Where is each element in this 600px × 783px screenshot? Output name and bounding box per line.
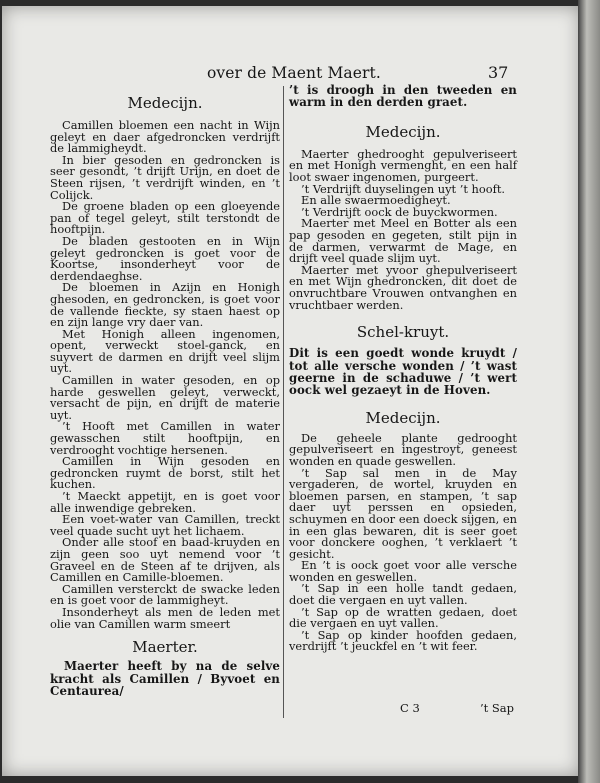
blackletter-text: Maerter heeft by na de selve kracht als Camillen / Byvoet en Centaurea/ [50, 659, 280, 698]
paragraph: ’t Verdrijft oock de buyckwormen. [301, 204, 498, 219]
paragraph: In bier gesoden en gedroncken is seer gesondt, ’t drijft Urijn, en doet de Steen rijsen, ’t verdrijft winden, en ’t Colijck. [50, 152, 280, 202]
signature-mark: C 3 [400, 701, 420, 715]
paragraph: Camillen bloemen een nacht in Wijn geleyt en daer afgedroncken verdrijft de lammigheydt. [50, 118, 280, 156]
page-number: 37 [488, 63, 509, 82]
right-paragraphs [289, 146, 517, 312]
paragraph: Insonderheyt als men de leden met olie van Camillen warm smeert [50, 604, 280, 631]
section-heading: Medecijn. [365, 122, 441, 141]
page-edge [578, 0, 600, 783]
paragraph: ’t Sap op de wratten gedaen, doet die vergaen en uyt vallen. [289, 604, 517, 631]
blackletter-text: Dit is een goedt wonde kruydt / tot alle versche wonden / ’t wast geerne in de schaduwe / ’t wert oock wel gezaeyt in de Hoven. [289, 346, 517, 398]
right-paragraphs [289, 430, 517, 654]
paragraph: Onder alle stoof en baad-kruyden en zijn geen soo uyt nemend voor ’t Graveel en de Steen af te drijven, als Camillen en Camille-bloemen. [50, 535, 280, 585]
paragraph: De groene bladen op een gloeyende pan of tegel geleyt, stilt terstondt de hooftpijn. [50, 199, 280, 237]
paragraph: De bladen gestooten en in Wijn geleyt gedroncken is goet voor de Koortse, insonderheyt voor de derdendaeghse. [50, 233, 280, 283]
paragraph: ’t Hooft met Camillen in water gewasschen stilt hooftpijn, en verdrooght vochtige hersenen. [50, 419, 280, 457]
paragraph: ’t Sap sal men in de May vergaderen, de wortel, kruyden en bloemen parsen, en stampen, ’t sap daer uyt perssen en opsieden, schuymen en door een doeck sijgen, en in een glas bewaren, dit is seer goet voor donckere ooghen, ’t verklaert ’t gesicht. [289, 465, 517, 561]
book-page [2, 6, 580, 776]
left-column [50, 94, 280, 697]
paragraph: De bloemen in Azijn en Honigh ghesoden, en gedroncken, is goet voor de vallende fieckte, sy staen haest op en zijn lange vry daer van. [50, 280, 280, 330]
paragraph: De geheele plante gedrooght gepulveriseert en ingestroyt, geneest wonden en quade geswellen. [289, 430, 517, 468]
paragraph: Maerter met Meel en Botter als een pap gesoden en gegeten, stilt pijn in de darmen, verwarmt de Mage, en drijft veel quade slijm uyt. [289, 216, 517, 266]
section-heading: Medecijn. [365, 408, 441, 427]
paragraph: Maerter met yvoor ghepulveriseert en met Wijn ghedroncken, dit doet de onvruchtbare Vrouwen ontvanghen en vruchtbaer werden. [289, 262, 517, 312]
section-heading: Medecijn. [127, 94, 203, 112]
paragraph: ’t Verdrijft duyselingen uyt ’t hooft. [301, 181, 506, 196]
paragraph: ’t Sap in een holle tandt gedaen, doet die vergaen en uyt vallen. [289, 581, 517, 608]
paragraph: Camillen in water gesoden, en op harde geswellen geleyt, verweckt, versacht de pijn, en drijft de materie uyt. [50, 373, 280, 422]
paragraph: Maerter ghedrooght gepulveriseert en met Honigh vermenght, en een half loot swaer ingenomen, purgeert. [289, 146, 517, 184]
paragraph: En alle swaermoedigheyt. [301, 193, 451, 208]
paragraph: Camillen in Wijn gesoden en gedroncken ruymt de borst, stilt het kuchen. [50, 454, 280, 492]
right-column [289, 84, 517, 653]
running-head: over de Maent Maert. [207, 64, 381, 82]
blackletter-text: ’t is droogh in den tweeden en warm in den derden graet. [289, 83, 517, 110]
paragraph: ’t Sap op kinder hoofden gedaen, verdrijft ’t jeuckfel en ’t wit feer. [289, 627, 517, 654]
catchword: ’t Sap [480, 701, 515, 715]
paragraph: Camillen versterckt de swacke leden en is goet voor de lammigheyt. [50, 581, 280, 608]
section-heading: Maerter. [132, 638, 198, 657]
column-rule [283, 86, 284, 718]
paragraph: En ’t is oock goet voor alle versche wonden en geswellen. [289, 558, 517, 584]
paragraph: ’t Maeckt appetijt, en is goet voor alle inwendige gebreken. [50, 489, 280, 515]
left-paragraphs [50, 120, 280, 630]
section-heading: Schel-kruyt. [356, 323, 450, 342]
paragraph: Een voet-water van Camillen, treckt veel quade sucht uyt het lichaem. [50, 512, 280, 538]
paragraph: Met Honigh alleen ingenomen, opent, verweckt stoel-ganck, en suyvert de darmen en drijft veel slijm uyt. [50, 326, 280, 376]
